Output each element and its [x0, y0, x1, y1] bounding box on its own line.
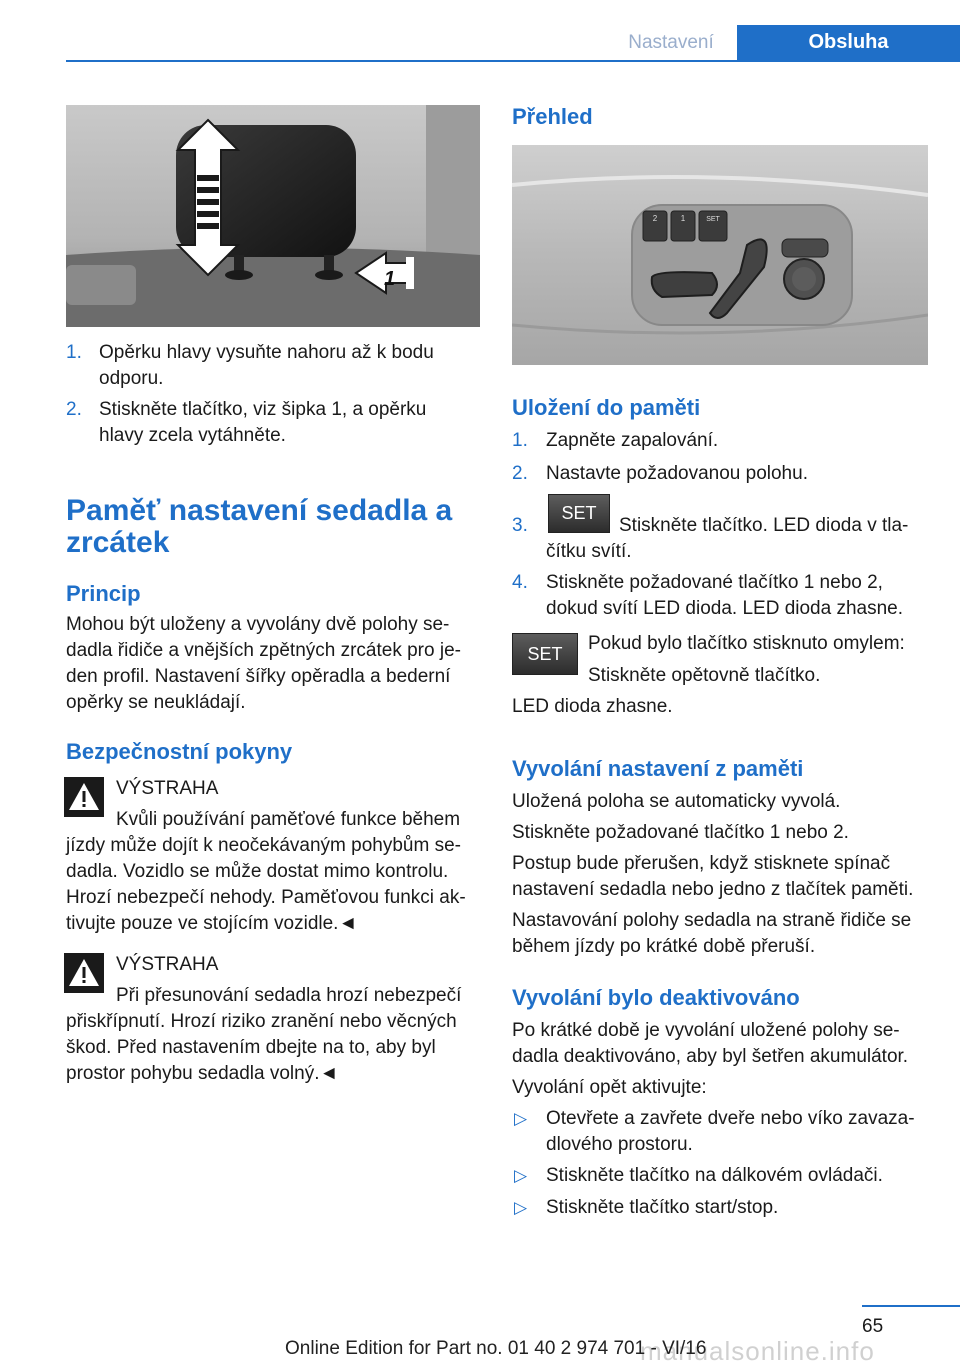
paragraph-line: Vyvolání opět aktivujte:: [512, 1077, 707, 1098]
set-button-icon: SET: [512, 633, 578, 675]
header-rule: [66, 60, 960, 62]
step-text: dokud svítí LED dioda. LED dioda zhasne.: [546, 598, 904, 619]
warning-text: přiskřípnutí. Hrozí riziko zranění nebo věcných: [66, 1011, 457, 1032]
step-text: Zapněte zapalování.: [546, 430, 719, 451]
step-num: 2.: [66, 399, 82, 420]
footer-rule: [862, 1305, 960, 1307]
step-text: Stiskněte tlačítko, viz šipka 1, a opěrku: [99, 399, 427, 420]
panel-button-2: 2: [652, 214, 658, 223]
step-text: Stiskněte tlačítko. LED dioda v tla‐: [619, 515, 909, 536]
bullet-text: dlového prostoru.: [546, 1134, 693, 1155]
warning-triangle-icon: [64, 953, 104, 993]
warning-heading: VÝSTRAHA: [116, 778, 219, 799]
step-text: hlavy zcela vytáhněte.: [99, 425, 286, 446]
step-text: Opěrku hlavy vysuňte nahoru až k bodu: [99, 342, 434, 363]
panel-button-1: 1: [680, 214, 686, 223]
step-num: 2.: [512, 463, 528, 484]
warning-heading: VÝSTRAHA: [116, 954, 219, 975]
warning-text: Při přesunování sedadla hrozí nebezpečí: [116, 985, 462, 1006]
warning-triangle-icon: [64, 777, 104, 817]
bullet-icon: ▷: [514, 1109, 528, 1128]
warning-text: prostor pohybu sedadla volný.◄: [66, 1063, 339, 1084]
paragraph-line: LED dioda zhasne.: [512, 696, 673, 717]
tab-obsluha[interactable]: Obsluha: [737, 25, 960, 60]
paragraph-line: Po krátké době je vyvolání uložené polohy se‐: [512, 1020, 900, 1041]
paragraph-line: Mohou být uloženy a vyvolány dvě polohy se‐: [66, 614, 450, 635]
tab-nastaveni[interactable]: Nastavení: [628, 31, 714, 53]
paragraph-line: Postup bude přerušen, když stisknete spínač: [512, 853, 891, 874]
step-text: čítku svítí.: [546, 541, 632, 562]
step-text: Nastavte požadovanou polohu.: [546, 463, 808, 484]
bullet-text: Stiskněte tlačítko na dálkovém ovládači.: [546, 1165, 883, 1186]
warning-text: Hrozí nebezpečí nehody. Paměťovou funkci ak‐: [66, 887, 466, 908]
principle-title: Princip: [66, 581, 141, 606]
headrest-image: [66, 105, 480, 327]
section-title: zrcátek: [66, 526, 170, 559]
warning-text: dadla. Vozidlo se může dostat mimo kontrolu.: [66, 861, 449, 882]
save-title: Uložení do paměti: [512, 395, 701, 420]
safety-title: Bezpečnostní pokyny: [66, 739, 293, 764]
step-num: 3.: [512, 515, 528, 536]
bullet-text: Otevřete a zavřete dveře nebo víko zavaza‐: [546, 1108, 915, 1129]
set-button-icon: SET: [548, 494, 610, 533]
section-title: Paměť nastavení sedadla a: [66, 494, 453, 527]
warning-text: jízdy může dojít k neočekávaným pohybům se‐: [66, 835, 461, 856]
paragraph-line: dadla řidiče a vnějších zpětných zrcátek pro je‐: [66, 640, 461, 661]
watermark: manualsonline.info: [640, 1336, 875, 1366]
paragraph-line: dadla deaktivováno, aby byl šetřen akumulátor.: [512, 1046, 909, 1067]
paragraph-line: opěrky se neukládají.: [66, 692, 246, 713]
warning-text: tivujte pouze ve stojícím vozidle.◄: [66, 913, 358, 934]
note-text: Pokud bylo tlačítko stisknuto omylem:: [588, 633, 905, 654]
bullet-text: Stiskněte tlačítko start/stop.: [546, 1197, 779, 1218]
recall-title: Vyvolání nastavení z paměti: [512, 756, 804, 781]
seat-panel-image: [512, 145, 928, 365]
step-num: 4.: [512, 572, 528, 593]
panel-button-set: SET: [706, 216, 720, 223]
paragraph-line: během jízdy po krátké době přeruší.: [512, 936, 816, 957]
warning-text: škod. Před nastavením dbejte na to, aby byl: [66, 1037, 436, 1058]
note-text: Stiskněte opětovně tlačítko.: [588, 665, 821, 686]
paragraph-line: Stiskněte požadované tlačítko 1 nebo 2.: [512, 822, 849, 843]
paragraph-line: den profil. Nastavení šířky opěradla a bederní: [66, 666, 451, 687]
paragraph-line: Uložená poloha se automaticky vyvolá.: [512, 791, 841, 812]
step-num: 1.: [512, 430, 528, 451]
step-num: 1.: [66, 342, 82, 363]
deactivated-title: Vyvolání bylo deaktivováno: [512, 985, 800, 1010]
bullet-icon: ▷: [514, 1166, 528, 1185]
step-text: Stiskněte požadované tlačítko 1 nebo 2,: [546, 572, 883, 593]
step-text: odporu.: [99, 368, 164, 389]
bullet-icon: ▷: [514, 1198, 528, 1217]
headrest-callout: 1: [384, 268, 396, 290]
paragraph-line: nastavení sedadla nebo jedno z tlačítek paměti.: [512, 879, 914, 900]
page-number: 65: [862, 1316, 884, 1337]
edition-text: Online Edition for Part no. 01 40 2 974 701 - VI/16: [285, 1338, 707, 1359]
warning-text: Kvůli používání paměťové funkce během: [116, 809, 461, 830]
overview-title: Přehled: [512, 104, 593, 129]
paragraph-line: Nastavování polohy sedadla na straně řidiče se: [512, 910, 912, 931]
